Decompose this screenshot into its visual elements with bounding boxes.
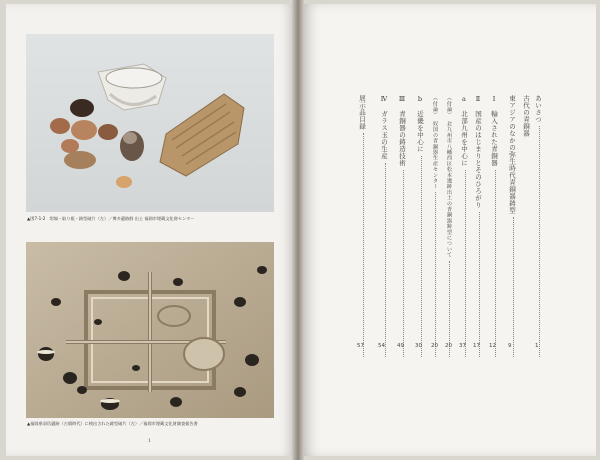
toc-entry — [380, 95, 389, 360]
toc-entry-title: Ⅳ ガラス玉の生産 — [380, 95, 388, 160]
excavation-photo — [26, 242, 274, 418]
toc-leader — [363, 133, 364, 357]
toc-entry — [358, 95, 367, 360]
toc-leader — [403, 170, 404, 358]
table-of-contents — [328, 95, 544, 360]
toc-leader — [465, 170, 466, 358]
toc-entry — [508, 95, 517, 360]
toc-leader — [539, 126, 540, 357]
book-gutter — [292, 0, 304, 460]
toc-entry — [474, 95, 483, 360]
toc-page-number: 20 — [445, 343, 452, 349]
toc-entry-title: Ⅱ 国産のはじまりとそのひろがり — [474, 95, 482, 209]
toc-page-number: 9 — [508, 343, 512, 349]
toc-entry — [534, 95, 543, 360]
toc-entry-title: 展示品目録 — [358, 95, 366, 130]
toc-page-number: 17 — [473, 343, 480, 349]
toc-leader — [385, 163, 386, 358]
toc-page-number: 57 — [357, 343, 364, 349]
toc-entry — [416, 95, 425, 360]
toc-page-number: 12 — [489, 343, 496, 349]
artifacts-photo — [26, 34, 274, 212]
toc-page-number: 37 — [459, 343, 466, 349]
toc-leader — [513, 217, 514, 357]
toc-leader — [435, 192, 436, 357]
toc-entry — [398, 95, 407, 360]
toc-entry-title: （付論） 北九州市八幡西区松本遺跡出土の青銅器鋳型について — [446, 95, 452, 258]
toc-entry — [432, 95, 439, 360]
toc-page-number: 20 — [431, 343, 438, 349]
toc-entry — [522, 95, 531, 360]
toc-page-number: 49 — [397, 343, 404, 349]
toc-entry — [446, 95, 453, 360]
toc-page-number: 30 — [415, 343, 422, 349]
toc-entry-title: （付論） 奴国の青銅器生産センター — [432, 95, 438, 190]
toc-leader — [479, 212, 480, 358]
toc-entry-title: 古代の青銅器 — [522, 95, 530, 137]
toc-entry-title: a 北部九州を中心に — [460, 95, 468, 167]
toc-entry — [460, 95, 469, 360]
toc-entry — [490, 95, 499, 360]
page-number: 1 — [148, 438, 152, 444]
toc-page-number: 1 — [535, 343, 539, 349]
toc-entry-title: b 近畿を中心に — [416, 95, 424, 153]
toc-leader — [421, 156, 422, 358]
toc-entry-title: 東アジアのなかの弥生時代青銅器鋳型 — [508, 95, 516, 214]
toc-page-number: 54 — [378, 343, 385, 349]
toc-entry-title: あいさつ — [534, 95, 542, 123]
toc-entry-title: Ⅰ 輸入された青銅器 — [490, 95, 498, 167]
toc-entry-title: Ⅲ 青銅器の鋳造技術 — [398, 95, 406, 167]
toc-leader — [495, 170, 496, 358]
excavation-photo-caption: ▲福岡県須玖遺跡（古墳時代）に検出された鋳型破片（左）／福岡市埋蔵文化財調査報告書 — [27, 421, 198, 426]
artifacts-photo-caption: ▲図7-1-2 坩堝・取り瓶・鋳型破片（左）／博多遺跡群 出土 福岡市埋蔵文化財センター — [27, 216, 195, 221]
